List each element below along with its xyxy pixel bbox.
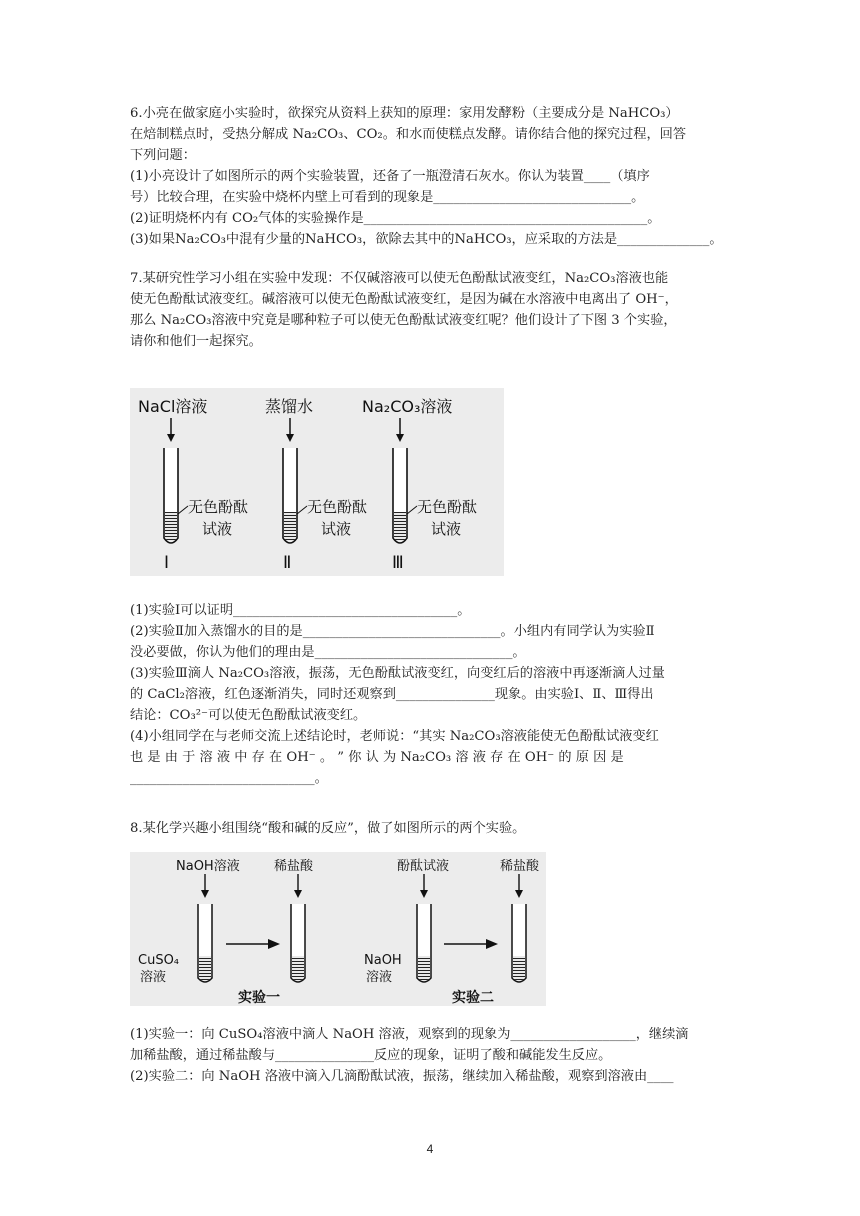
tube-1-numeral: Ⅰ	[164, 553, 170, 573]
q7-part-line-7: (4)小组同学在与老师交流上述结论时，老师说：“其实 Na₂CO₃溶液能使无色酚酞试液变红	[130, 729, 659, 744]
tube-2-side-label-2: 试液	[321, 520, 352, 538]
exp1-reagent-2: 稀盐酸	[274, 859, 314, 874]
question-8-parts	[130, 1024, 730, 1087]
tube-2-top-label: 蒸馏水	[265, 397, 314, 416]
figure-three-test-tubes	[130, 388, 504, 576]
question-7-parts	[130, 600, 730, 789]
q7-part-line-1: (1)实验Ⅰ可以证明__________________________________。	[130, 603, 471, 618]
q7-part-line-2: (2)实验Ⅱ加入蒸馏水的目的是______________________________。小组内有同学认为实验Ⅱ	[130, 624, 655, 639]
q6-line-7: (3)如果Na₂CO₃中混有少量的NaHCO₃，欲除去其中的NaHCO₃，应采取的方法是______________。	[130, 232, 723, 247]
question-8-intro	[130, 818, 730, 839]
question-7-intro	[130, 268, 730, 352]
tube-1-side-label-1: 无色酚酞	[188, 498, 249, 516]
exp2-caption: 实验二	[452, 990, 494, 1006]
q6-line-1: 6.小亮在做家庭小实验时，欲探究从资料上获知的原理：家用发酵粉（主要成分是 NaHCO₃）	[130, 106, 679, 121]
question-6	[130, 103, 730, 250]
q7-part-line-3: 没必要做，你认为他们的理由是______________________________。	[130, 645, 526, 660]
q8-part-line-3: (2)实验二：向 NaOH 洛液中滴入几滴酚酞试液，振荡，继续加入稀盐酸，观察到溶液由____	[130, 1069, 674, 1084]
exp2-solution-2: 溶液	[366, 970, 393, 985]
experiment-2	[364, 858, 540, 1006]
q7-intro-line-1: 7.某研究性学习小组在实验中发现：不仅碱溶液可以使无色酚酞试液变红，Na₂CO₃溶液也能	[130, 271, 669, 286]
tube-3-top-label: Na₂CO₃溶液	[362, 397, 453, 416]
tube-1-side-label-2: 试液	[202, 520, 233, 538]
tube-1-top-label: NaCl溶液	[138, 397, 208, 416]
q7-intro-line-3: 那么 Na₂CO₃溶液中究竟是哪种粒子可以使无色酚酞试液变红呢？他们设计了下图 3 个实验，	[130, 313, 677, 328]
q6-line-4: (1)小亮设计了如图所示的两个实验装置，还备了一瓶澄清石灰水。你认为装置____（填序	[130, 169, 650, 184]
q7-intro-line-2: 使无色酚酞试液变红。碱溶液可以使无色酚酞试液变红，是因为碱在水溶液中电离出了 OH⁻，	[130, 292, 678, 307]
tube-3-side-label-2: 试液	[431, 520, 462, 538]
q6-line-6: (2)证明烧杯内有 CO₂气体的实验操作是___________________________________________。	[130, 211, 661, 226]
q7-part-line-9: ____________________________。	[130, 771, 328, 786]
exp1-reagent-1: NaOH溶液	[176, 859, 240, 874]
q7-intro-line-4: 请你和他们一起探究。	[130, 334, 262, 349]
q6-line-5: 号）比较合理，在实验中烧杯内壁上可看到的现象是______________________________。	[130, 190, 645, 205]
q6-line-2: 在焙制糕点时，受热分解成 Na₂CO₃、CO₂。和水而使糕点发酵。请你结合他的探究过程，回答	[130, 127, 687, 142]
exp1-solution-2: 溶液	[140, 970, 167, 985]
tube-1	[138, 397, 248, 573]
q7-part-line-5: 的 CaCl₂溶液，红色逐渐消失，同时还观察到_______________现象。由实验Ⅰ、Ⅱ、Ⅲ得出	[130, 687, 654, 702]
tube-3-side-label-1: 无色酚酞	[417, 498, 478, 516]
tube-2	[265, 397, 367, 573]
tube-3-numeral: Ⅲ	[392, 553, 404, 573]
page-number: 4	[426, 1142, 434, 1156]
q7-part-line-4: (3)实验Ⅲ滴人 Na₂CO₃溶液，振荡，无色酚酞试液变红，向变红后的溶液中再逐渐滴人过量	[130, 666, 665, 681]
exp2-solution-1: NaOH	[364, 953, 402, 968]
experiment-1	[138, 858, 314, 1006]
q8-part-line-1: (1)实验一：向 CuSO₄溶液中滴人 NaOH 溶液，观察到的现象为___________________，继续滴	[130, 1027, 689, 1042]
q8-intro-line: 8.某化学兴趣小组围绕“酸和碱的反应”，做了如图所示的两个实验。	[130, 821, 526, 836]
tube-2-side-label-1: 无色酚酞	[307, 498, 368, 516]
exp2-reagent-1: 酚酞试液	[397, 859, 450, 874]
q7-part-line-6: 结论：CO₃²⁻可以使无色酚酞试液变红。	[130, 708, 367, 723]
q6-line-3: 下列问题：	[130, 148, 196, 163]
exp1-solution-1: CuSO₄	[138, 953, 180, 968]
tube-3	[362, 397, 477, 573]
exp1-caption: 实验一	[238, 990, 280, 1006]
q8-part-line-2: 加稀盐酸，通过稀盐酸与_______________反应的现象，证明了酸和碱能发生反应。	[130, 1048, 612, 1063]
figure-two-experiments	[130, 852, 546, 1006]
exp2-reagent-2: 稀盐酸	[500, 859, 540, 874]
tube-2-numeral: Ⅱ	[283, 553, 292, 573]
q7-part-line-8: 也 是 由 于 溶 液 中 存 在 OH⁻ 。 ” 你 认 为 Na₂CO₃ 溶 液 存 在 OH⁻ 的 原 因 是	[130, 750, 624, 765]
